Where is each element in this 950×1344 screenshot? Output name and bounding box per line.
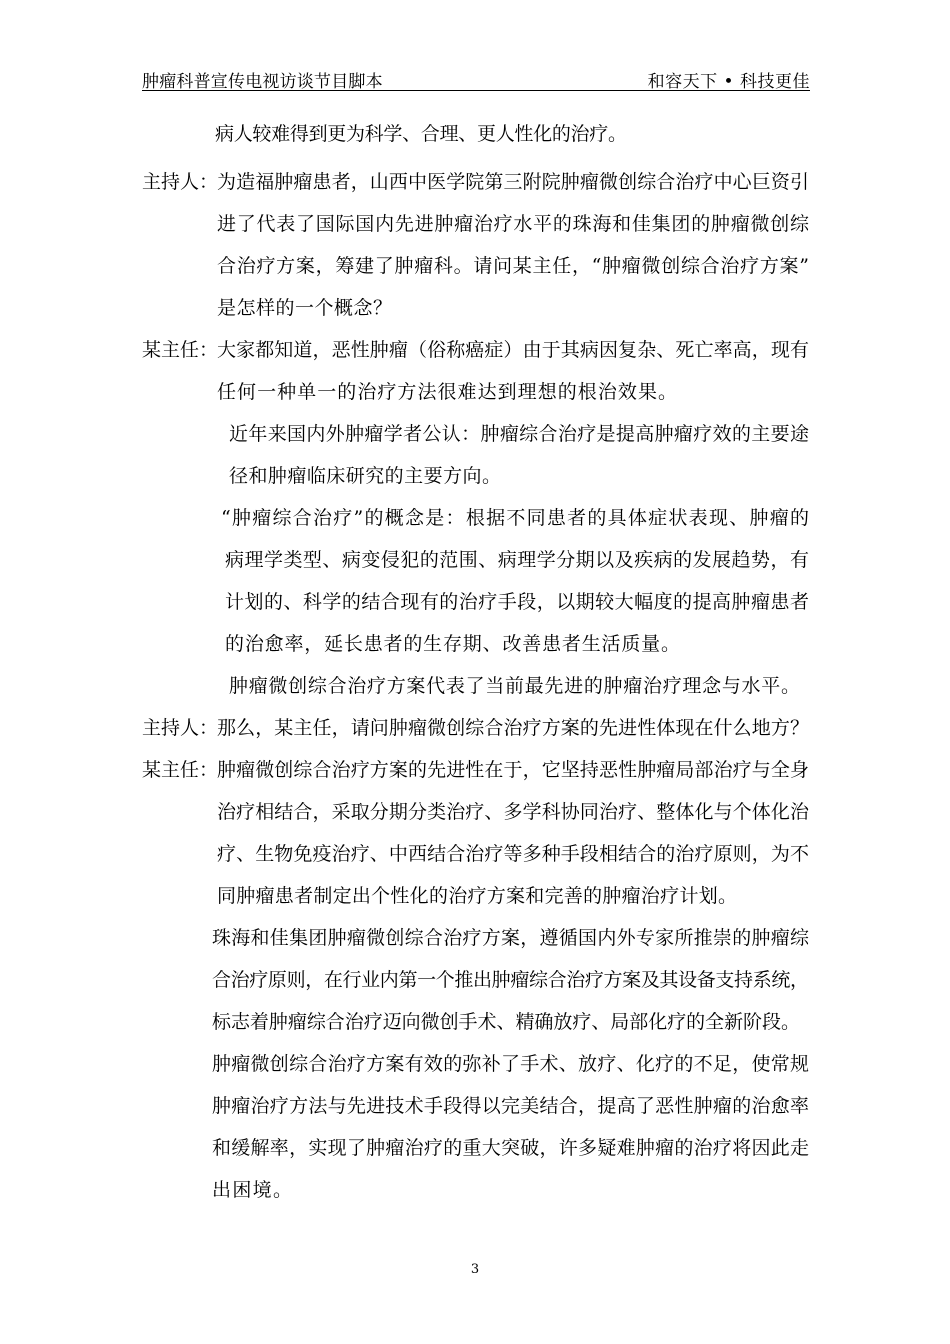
text-line: 同肿瘤患者制定出个性化的治疗方案和完善的肿瘤治疗计划。 <box>217 885 738 907</box>
text-line: 标志着肿瘤综合治疗迈向微创手术、精确放疗、局部化疗的全新阶段。 <box>212 1011 800 1033</box>
text-line: 珠海和佳集团肿瘤微创综合治疗方案，遵循国内外专家所推崇的肿瘤综 <box>212 927 810 949</box>
speaker-host: 主持人： <box>142 717 219 739</box>
speaker-director: 某主任： <box>142 339 219 361</box>
text-line: 径和肿瘤临床研究的主要方向。 <box>229 465 502 487</box>
text-line: 出困境。 <box>212 1179 294 1201</box>
text-line: 那么，某主任，请问肿瘤微创综合治疗方案的先进性体现在什么地方？ <box>217 717 810 739</box>
text-line: 病理学类型、病变侵犯的范围、病理学分期以及疾病的发展趋势，有 <box>225 549 810 571</box>
text-line: 和缓解率，实现了肿瘤治疗的重大突破，许多疑难肿瘤的治疗将因此走 <box>212 1137 810 1159</box>
text-line: 的治愈率，延长患者的生存期、改善患者生活质量。 <box>225 633 681 655</box>
text-line: 合治疗方案，筹建了肿瘤科。请问某主任，“肿瘤微创综合治疗方案” <box>217 255 810 277</box>
text-line: 大家都知道，恶性肿瘤（俗称癌症）由于其病因复杂、死亡率高，现有 <box>217 339 810 361</box>
page-header <box>142 66 810 91</box>
text-line: 是怎样的一个概念？ <box>217 297 393 319</box>
text-line: 合治疗原则，在行业内第一个推出肿瘤综合治疗方案及其设备支持系统， <box>212 969 809 991</box>
text-line: 计划的、科学的结合现有的治疗手段，以期较大幅度的提高肿瘤患者 <box>225 591 810 613</box>
speaker-director: 某主任： <box>142 759 219 781</box>
text-line: 病人较难得到更为科学、合理、更人性化的治疗。 <box>215 123 627 145</box>
page-number: 3 <box>470 1262 480 1277</box>
text-line: 任何一种单一的治疗方法很难达到理想的根治效果。 <box>217 381 679 403</box>
text-line: 肿瘤微创综合治疗方案的先进性在于，它坚持恶性肿瘤局部治疗与全身 <box>217 759 810 781</box>
header-title: 肿瘤科普宣传电视访谈节目脚本 <box>142 72 383 92</box>
text-line: 进了代表了国际国内先进肿瘤治疗水平的珠海和佳集团的肿瘤微创综 <box>217 213 810 235</box>
text-line: 肿瘤治疗方法与先进技术手段得以完美结合，提高了恶性肿瘤的治愈率 <box>212 1095 810 1117</box>
text-line: 近年来国内外肿瘤学者公认：肿瘤综合治疗是提高肿瘤疗效的主要途 <box>229 423 810 445</box>
speaker-host: 主持人： <box>142 171 219 193</box>
text-line: 疗、生物免疫治疗、中西结合治疗等多种手段相结合的治疗原则，为不 <box>217 843 810 865</box>
text-line: 治疗相结合，采取分期分类治疗、多学科协同治疗、整体化与个体化治 <box>217 801 810 823</box>
header-slogan: 和容天下 • 科技更佳 <box>647 72 810 92</box>
text-line: 肿瘤微创综合治疗方案代表了当前最先进的肿瘤治疗理念与水平。 <box>229 675 801 697</box>
text-line: 为造福肿瘤患者，山西中医学院第三附院肿瘤微创综合治疗中心巨资引 <box>217 171 810 193</box>
text-line: 肿瘤微创综合治疗方案有效的弥补了手术、放疗、化疗的不足，使常规 <box>212 1053 810 1075</box>
text-line: “肿瘤综合治疗”的概念是：根据不同患者的具体症状表现、肿瘤的 <box>221 507 811 529</box>
